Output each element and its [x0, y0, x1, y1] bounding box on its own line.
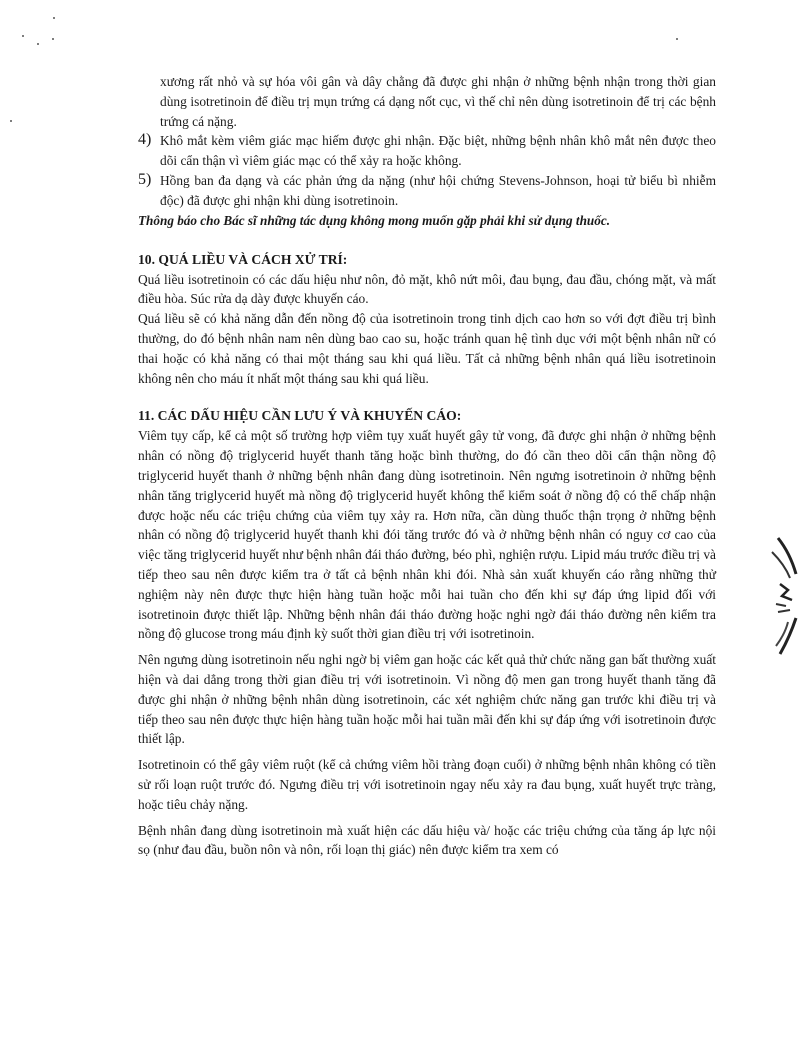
section-10-paragraph: Quá liều sẽ có khả năng dẫn đến nồng độ của isotretinoin trong tinh dịch cao hơn so với đợt điều trị bình thường, do đó bệnh nhân nam nên dùng bao cao su, hoặc tránh quan hệ tình dục với một bệnh nhân nữ có thai hoặc có khả năng có thai một tháng sau khi quá liều. Tất cả những bệnh nhân quá liều isotretinoin không nên cho máu ít nhất một tháng sau khi quá liều. — [138, 311, 716, 386]
section-10-heading: 10. QUÁ LIỀU VÀ CÁCH XỬ TRÍ: — [138, 251, 348, 267]
section-11-paragraph: Viêm tụy cấp, kể cả một số trường hợp viêm tụy xuất huyết gây tử vong, đã được ghi nhận ở những bệnh nhân có nồng độ triglycerid huyết thanh tăng hoặc bình thường, do đó cần theo dõi cẩn thận nồng độ triglycerid huyết thanh ở những bệnh nhân đang dùng isotretinoin. Nên ngưng isotretinoin ở những bệnh nhân tăng triglycerid huyết mà nồng độ triglycerid huyết không thể kiểm soát ở nồng độ có thể chấp nhận được hoặc nếu các triệu chứng của viêm tụy xảy ra. Hơn nữa, cần dùng thuốc thận trọng ở những bệnh nhân có nồng độ triglycerid huyết thanh khi đói tăng trước đó và ở những bệnh nhân có nguy cơ cao của việc tăng triglycerid huyết như bệnh nhân đái tháo đường, béo phì, nghiện rượu. Lipid máu trước điều trị và tiếp theo sau nên được kiểm tra ở tất cả bệnh nhân khi đói. Nhà sản xuất khuyến cáo rằng những thử nghiệm này nên được thực hiện hàng tuần hoặc mỗi hai tuần cho đến khi sự đáp ứng lipid đối với isotretinoin được thiết lập. Những bệnh nhân đái tháo đường hoặc nghi ngờ đái tháo đường nên kiểm tra nồng độ glucose trong máu định kỳ suốt thời gian điều trị với isotretinoin. — [138, 428, 716, 642]
list-item-number: 5) — [138, 170, 152, 188]
scan-speck — [37, 43, 39, 45]
document-page — [138, 72, 716, 860]
scan-speck — [10, 120, 12, 122]
scan-speck — [22, 35, 24, 37]
list-item — [138, 131, 716, 171]
scan-speck — [53, 17, 55, 19]
list-item-text: Hồng ban đa dạng và các phản ứng da nặng (như hội chứng Stevens-Johnson, hoại tử biểu bì nhiễm độc) đã được ghi nhận khi dùng isotretinoin. — [160, 172, 716, 208]
partial-seal-stamp — [766, 530, 800, 660]
scan-speck — [676, 38, 678, 40]
physician-notice: Thông báo cho Bác sĩ những tác dụng không mong muốn gặp phải khi sử dụng thuốc. — [138, 212, 611, 228]
list-item-text: Khô mắt kèm viêm giác mạc hiếm được ghi nhận. Đặc biệt, những bệnh nhân khô mắt nên được theo dõi cẩn thận vì viêm giác mạc có thể xảy ra hoặc không. — [160, 133, 716, 169]
list-item-number: 4) — [138, 131, 152, 149]
section-11-paragraph: Nên ngưng dùng isotretinoin nếu nghi ngờ bị viêm gan hoặc các kết quả thử chức năng gan bất thường xuất hiện và dai dẳng trong thời gian điều trị với isotretinoin. Vì nồng độ men gan trong huyết thanh tăng đã được ghi nhận ở những bệnh nhân dùng isotretinoin, các xét nghiệm chức năng gan trước khi điều trị và tiếp theo sau nên được thực hiện hàng tuần hoặc mỗi hai tuần mãi đến khi sự đáp ứng với isotretinoin được thiết lập. — [138, 652, 716, 747]
intro-continuation: xương rất nhỏ và sự hóa vôi gân và dây chằng đã được ghi nhận ở những bệnh nhận trong thời gian dùng isotretinoin để điều trị mụn trứng cá dạng nốt cục, vì thế chỉ nên dùng isotretinoin để trị các bệnh trứng cá nặng. — [160, 74, 716, 129]
scan-speck — [52, 38, 54, 40]
list-item — [138, 171, 716, 211]
section-11-paragraph: Bệnh nhân đang dùng isotretinoin mà xuất hiện các dấu hiệu và/ hoặc các triệu chứng của tăng áp lực nội sọ (như đau đầu, buồn nôn và nôn, rối loạn thị giác) nên được kiểm tra xem có — [138, 822, 716, 858]
section-11-paragraph: Isotretinoin có thể gây viêm ruột (kể cả chứng viêm hồi tràng đoạn cuối) ở những bệnh nhân không có tiền sử rối loạn ruột trước đó. Ngưng điều trị với isotretinoin ngay nếu xảy ra đau bụng, xuất huyết trực tràng, hoặc tiêu chảy nặng. — [138, 757, 716, 812]
section-11-heading: 11. CÁC DẤU HIỆU CẦN LƯU Ý VÀ KHUYẾN CÁO: — [138, 408, 462, 424]
section-10-paragraph: Quá liều isotretinoin có các dấu hiệu như nôn, đỏ mặt, khô nứt môi, đau bụng, đau đầu, chóng mặt, và mất điều hòa. Súc rửa dạ dày được khuyến cáo. — [138, 271, 716, 307]
